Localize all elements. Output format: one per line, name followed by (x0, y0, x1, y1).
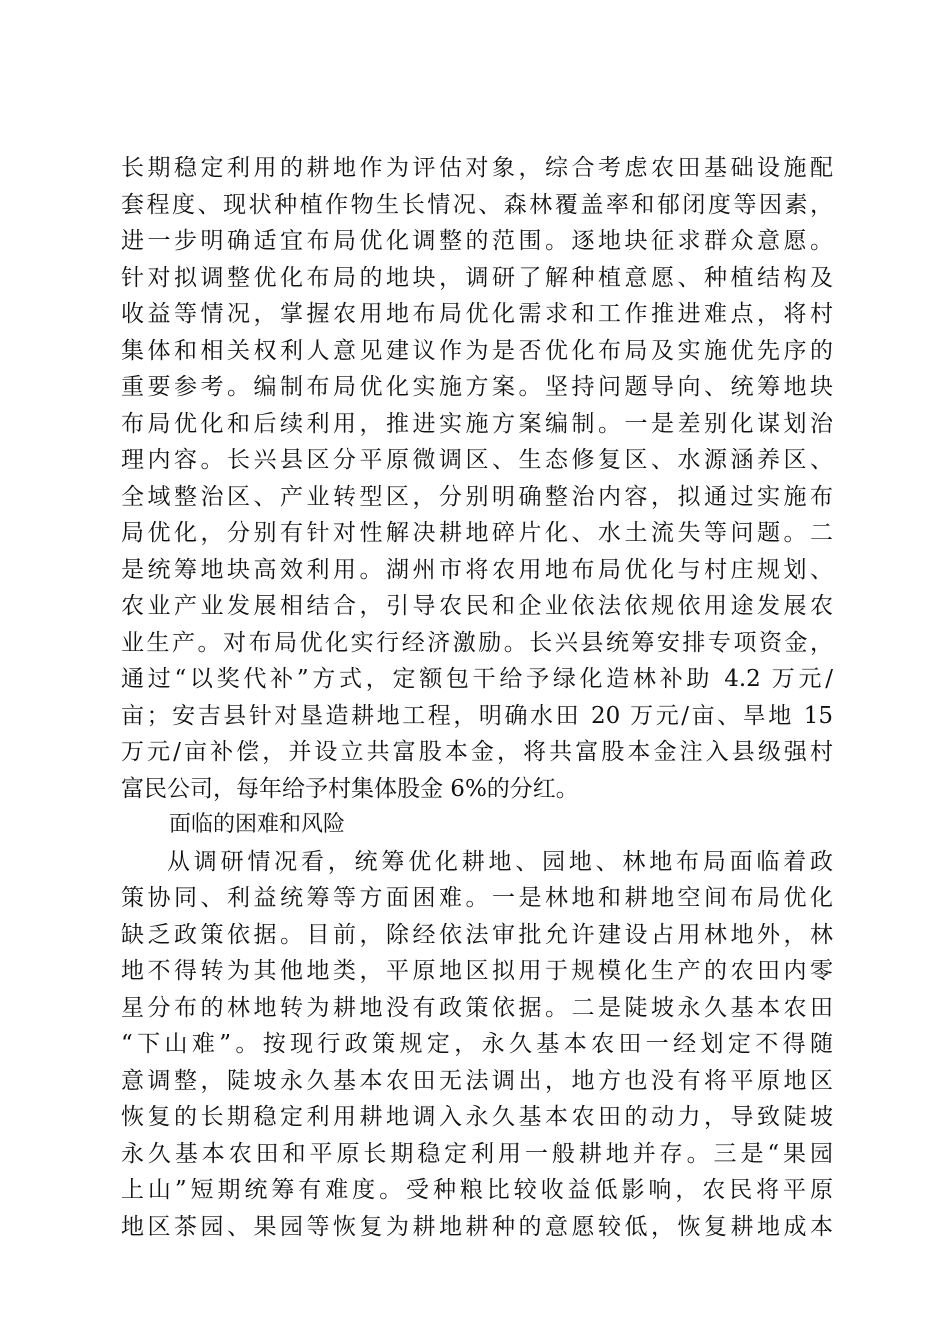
text-line: 针对拟调整优化布局的地块，调研了解种植意愿、种植结构及 (121, 264, 833, 291)
text-line: 收益等情况，掌握农用地布局优化需求和工作推进难点，将村 (121, 301, 833, 327)
text-line: 进一步明确适宜布局优化调整的范围。逐地块征求群众意愿。 (121, 228, 833, 254)
text-line: 套程度、现状种植作物生长情况、森林覆盖率和郁闭度等因素， (121, 191, 833, 218)
text-line: 亩；安吉县针对垦造耕地工程，明确水田 20 万元/亩、旱地 15 (121, 702, 833, 729)
text-line: 意调整，陡坡永久基本农田无法调出，地方也没有将平原地区 (121, 1067, 833, 1094)
text-line: 从调研情况看，统筹优化耕地、园地、林地布局面临着政 (167, 848, 833, 875)
text-line: 业生产。对布局优化实行经济激励。长兴县统筹安排专项资金， (121, 629, 833, 656)
text-line: 理内容。长兴县区分平原微调区、生态修复区、水源涵养区、 (121, 447, 833, 473)
text-line: 永久基本农田和平原长期稳定利用一般耕地并存。三是“果园 (121, 1140, 833, 1167)
text-line: 富民公司，每年给予村集体股金 6%的分红。 (121, 775, 579, 802)
text-line: 全域整治区、产业转型区，分别明确整治内容，拟通过实施布 (121, 483, 833, 510)
text-line: 局优化，分别有针对性解决耕地碎片化、水土流失等问题。二 (121, 520, 833, 546)
paragraph-1 (121, 150, 833, 807)
text-line: 长期稳定利用的耕地作为评估对象，综合考虑农田基础设施配 (121, 155, 833, 181)
text-line: 策协同、利益统筹等方面困难。一是林地和耕地空间布局优化 (121, 885, 833, 911)
text-line: 星分布的林地转为耕地没有政策依据。二是陡坡永久基本农田 (121, 994, 833, 1021)
text-line: 万元/亩补偿，并设立共富股本金，将共富股本金注入县级强村 (121, 739, 833, 765)
text-line: 上山”短期统筹有难度。受种粮比较收益低影响，农民将平原 (121, 1177, 833, 1203)
text-line: 地区茶园、果园等恢复为耕地耕种的意愿较低，恢复耕地成本 (121, 1213, 833, 1240)
text-line: 地不得转为其他地类，平原地区拟用于规模化生产的农田内零 (121, 958, 833, 984)
text-line: 缺乏政策依据。目前，除经依法审批允许建设占用林地外，林 (121, 921, 833, 948)
text-line: 农业产业发展相结合，引导农民和企业依法依规依用途发展农 (121, 593, 833, 619)
text-line: 是统筹地块高效利用。湖州市将农用地布局优化与村庄规划、 (121, 556, 833, 583)
text-line: “下山难”。按现行政策规定，永久基本农田一经划定不得随 (121, 1031, 833, 1057)
text-line: 集体和相关权利人意见建议作为是否优化布局及实施优先序的 (121, 337, 833, 364)
text-line: 通过“以奖代补”方式，定额包干给予绿化造林补助 4.2 万元/ (121, 666, 833, 692)
section-heading: 面临的困难和风险 (169, 812, 346, 837)
text-line: 布局优化和后续利用，推进实施方案编制。一是差别化谋划治 (121, 410, 833, 437)
paragraph-2 (121, 844, 833, 1246)
document-body (121, 150, 833, 1245)
text-line: 恢复的长期稳定利用耕地调入永久基本农田的动力，导致陡坡 (121, 1104, 833, 1130)
text-line: 重要参考。编制布局优化实施方案。坚持问题导向、统筹地块 (121, 374, 833, 400)
